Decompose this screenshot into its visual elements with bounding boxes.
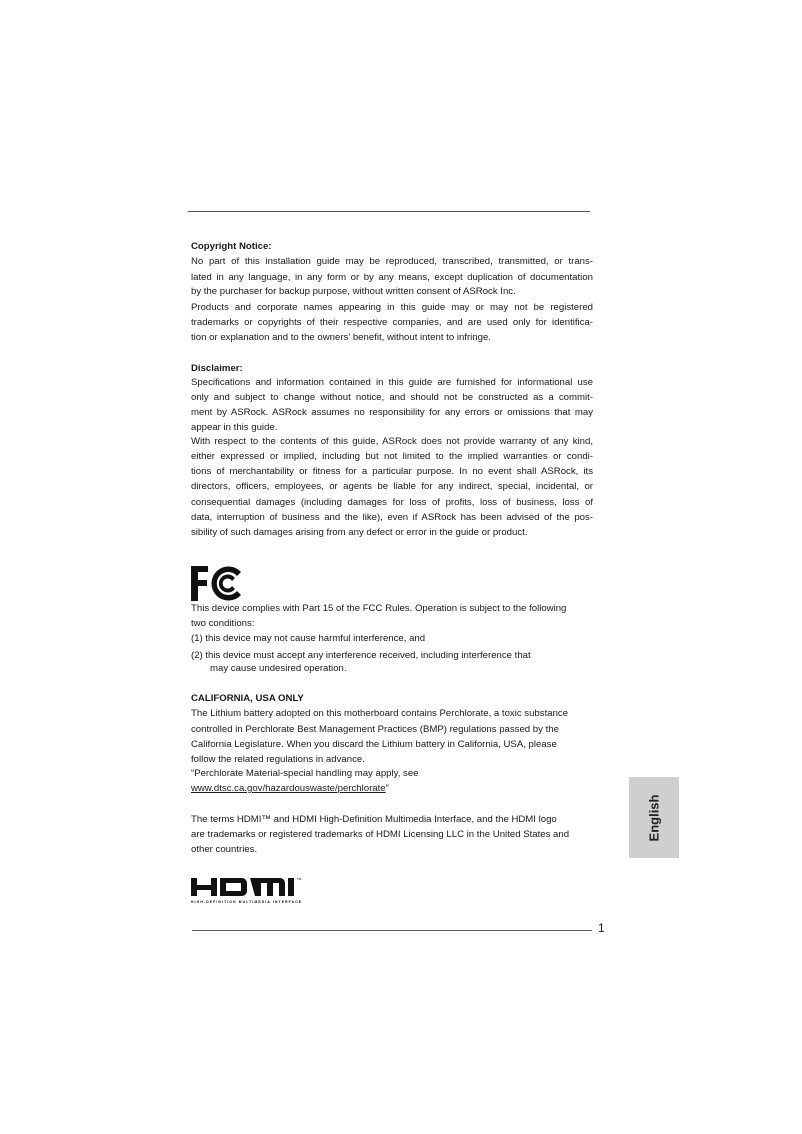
paragraph-line: consequential damages (including damages for loss of profits, loss of business, loss of — [191, 497, 593, 508]
paragraph-line: sibility of such damages arising from any defect or error in the guide or product. — [191, 527, 528, 538]
paragraph-line: directors, officers, employees, or agents be liable for any indirect, special, incidental, or — [191, 481, 593, 492]
copyright-heading: Copyright Notice: — [191, 241, 272, 252]
paragraph-line: tions of merchantability or fitness for a particular purpose. In no event shall ASRock, its — [191, 466, 593, 477]
paragraph-line: tion or explanation and to the owners' benefit, without intent to infringe. — [191, 332, 491, 343]
top-rule — [188, 211, 590, 212]
hdmi-line: other countries. — [191, 844, 258, 855]
fcc-line: may cause undesired operation. — [210, 663, 347, 674]
paragraph-line: trademarks or copyrights of their respective companies, and are used only for identifica- — [191, 317, 593, 328]
fcc-line: two conditions: — [191, 618, 255, 629]
perchlorate-link-line — [191, 783, 389, 795]
svg-text:TM: TM — [297, 877, 302, 881]
closing-quote: ” — [385, 783, 389, 794]
california-line: The Lithium battery adopted on this motherboard contains Perchlorate, a toxic substance — [191, 708, 569, 719]
california-line: follow the related regulations in advance. — [191, 754, 365, 765]
fcc-line: (1) this device may not cause harmful interference, and — [191, 633, 426, 644]
paragraph-line: by the purchaser for backup purpose, without written consent of ASRock Inc. — [191, 286, 516, 297]
paragraph-line: lated in any language, in any form or by any means, except duplication of documentation — [191, 272, 593, 283]
paragraph-line: data, interruption of business and the like), even if ASRock has been advised of the pos- — [191, 512, 593, 523]
paragraph-line: appear in this guide. — [191, 422, 278, 433]
bottom-rule — [192, 930, 592, 931]
disclaimer-heading: Disclaimer: — [191, 363, 243, 374]
svg-text:HIGH-DEFINITION MULTIMEDIA INT: HIGH-DEFINITION MULTIMEDIA INTERFACE — [191, 900, 301, 904]
language-tab-label: English — [646, 794, 662, 841]
paragraph-line: Specifications and information contained in this guide are furnished for informational use — [191, 377, 593, 388]
california-line: controlled in Perchlorate Best Management Practices (BMP) regulations passed by the — [191, 724, 559, 735]
fcc-logo — [191, 566, 243, 601]
california-line: California Legislature. When you discard the Lithium battery in California, USA, please — [191, 739, 557, 750]
paragraph-line: With respect to the contents of this guide, ASRock does not provide warranty of any kind, — [191, 436, 593, 447]
california-line: “Perchlorate Material-special handling may apply, see — [191, 768, 419, 779]
language-tab — [629, 777, 679, 858]
paragraph-line: Products and corporate names appearing in this guide may or may not be registered — [191, 302, 593, 313]
paragraph-line: ment by ASRock. ASRock assumes no responsibility for any errors or omissions that may — [191, 407, 593, 418]
hdmi-line: The terms HDMI™ and HDMI High-Definition Multimedia Interface, and the HDMI logo — [191, 814, 557, 825]
fcc-line: This device complies with Part 15 of the FCC Rules. Operation is subject to the following — [191, 603, 567, 614]
paragraph-line: only and subject to change without notice, and should not be constructed as a commit- — [191, 392, 593, 403]
paragraph-line: either expressed or implied, including but not limited to the implied warranties or condi- — [191, 451, 593, 462]
page-number: 1 — [598, 921, 605, 935]
hdmi-line: are trademarks or registered trademarks of HDMI Licensing LLC in the United States and — [191, 829, 570, 840]
california-heading: CALIFORNIA, USA ONLY — [191, 693, 304, 704]
perchlorate-link[interactable]: www.dtsc.ca.gov/hazardouswaste/perchlorate — [191, 783, 386, 794]
paragraph-line: No part of this installation guide may be reproduced, transcribed, transmitted, or trans- — [191, 256, 593, 267]
hdmi-logo — [191, 876, 311, 906]
fcc-line: (2) this device must accept any interference received, including interference that — [191, 650, 531, 661]
